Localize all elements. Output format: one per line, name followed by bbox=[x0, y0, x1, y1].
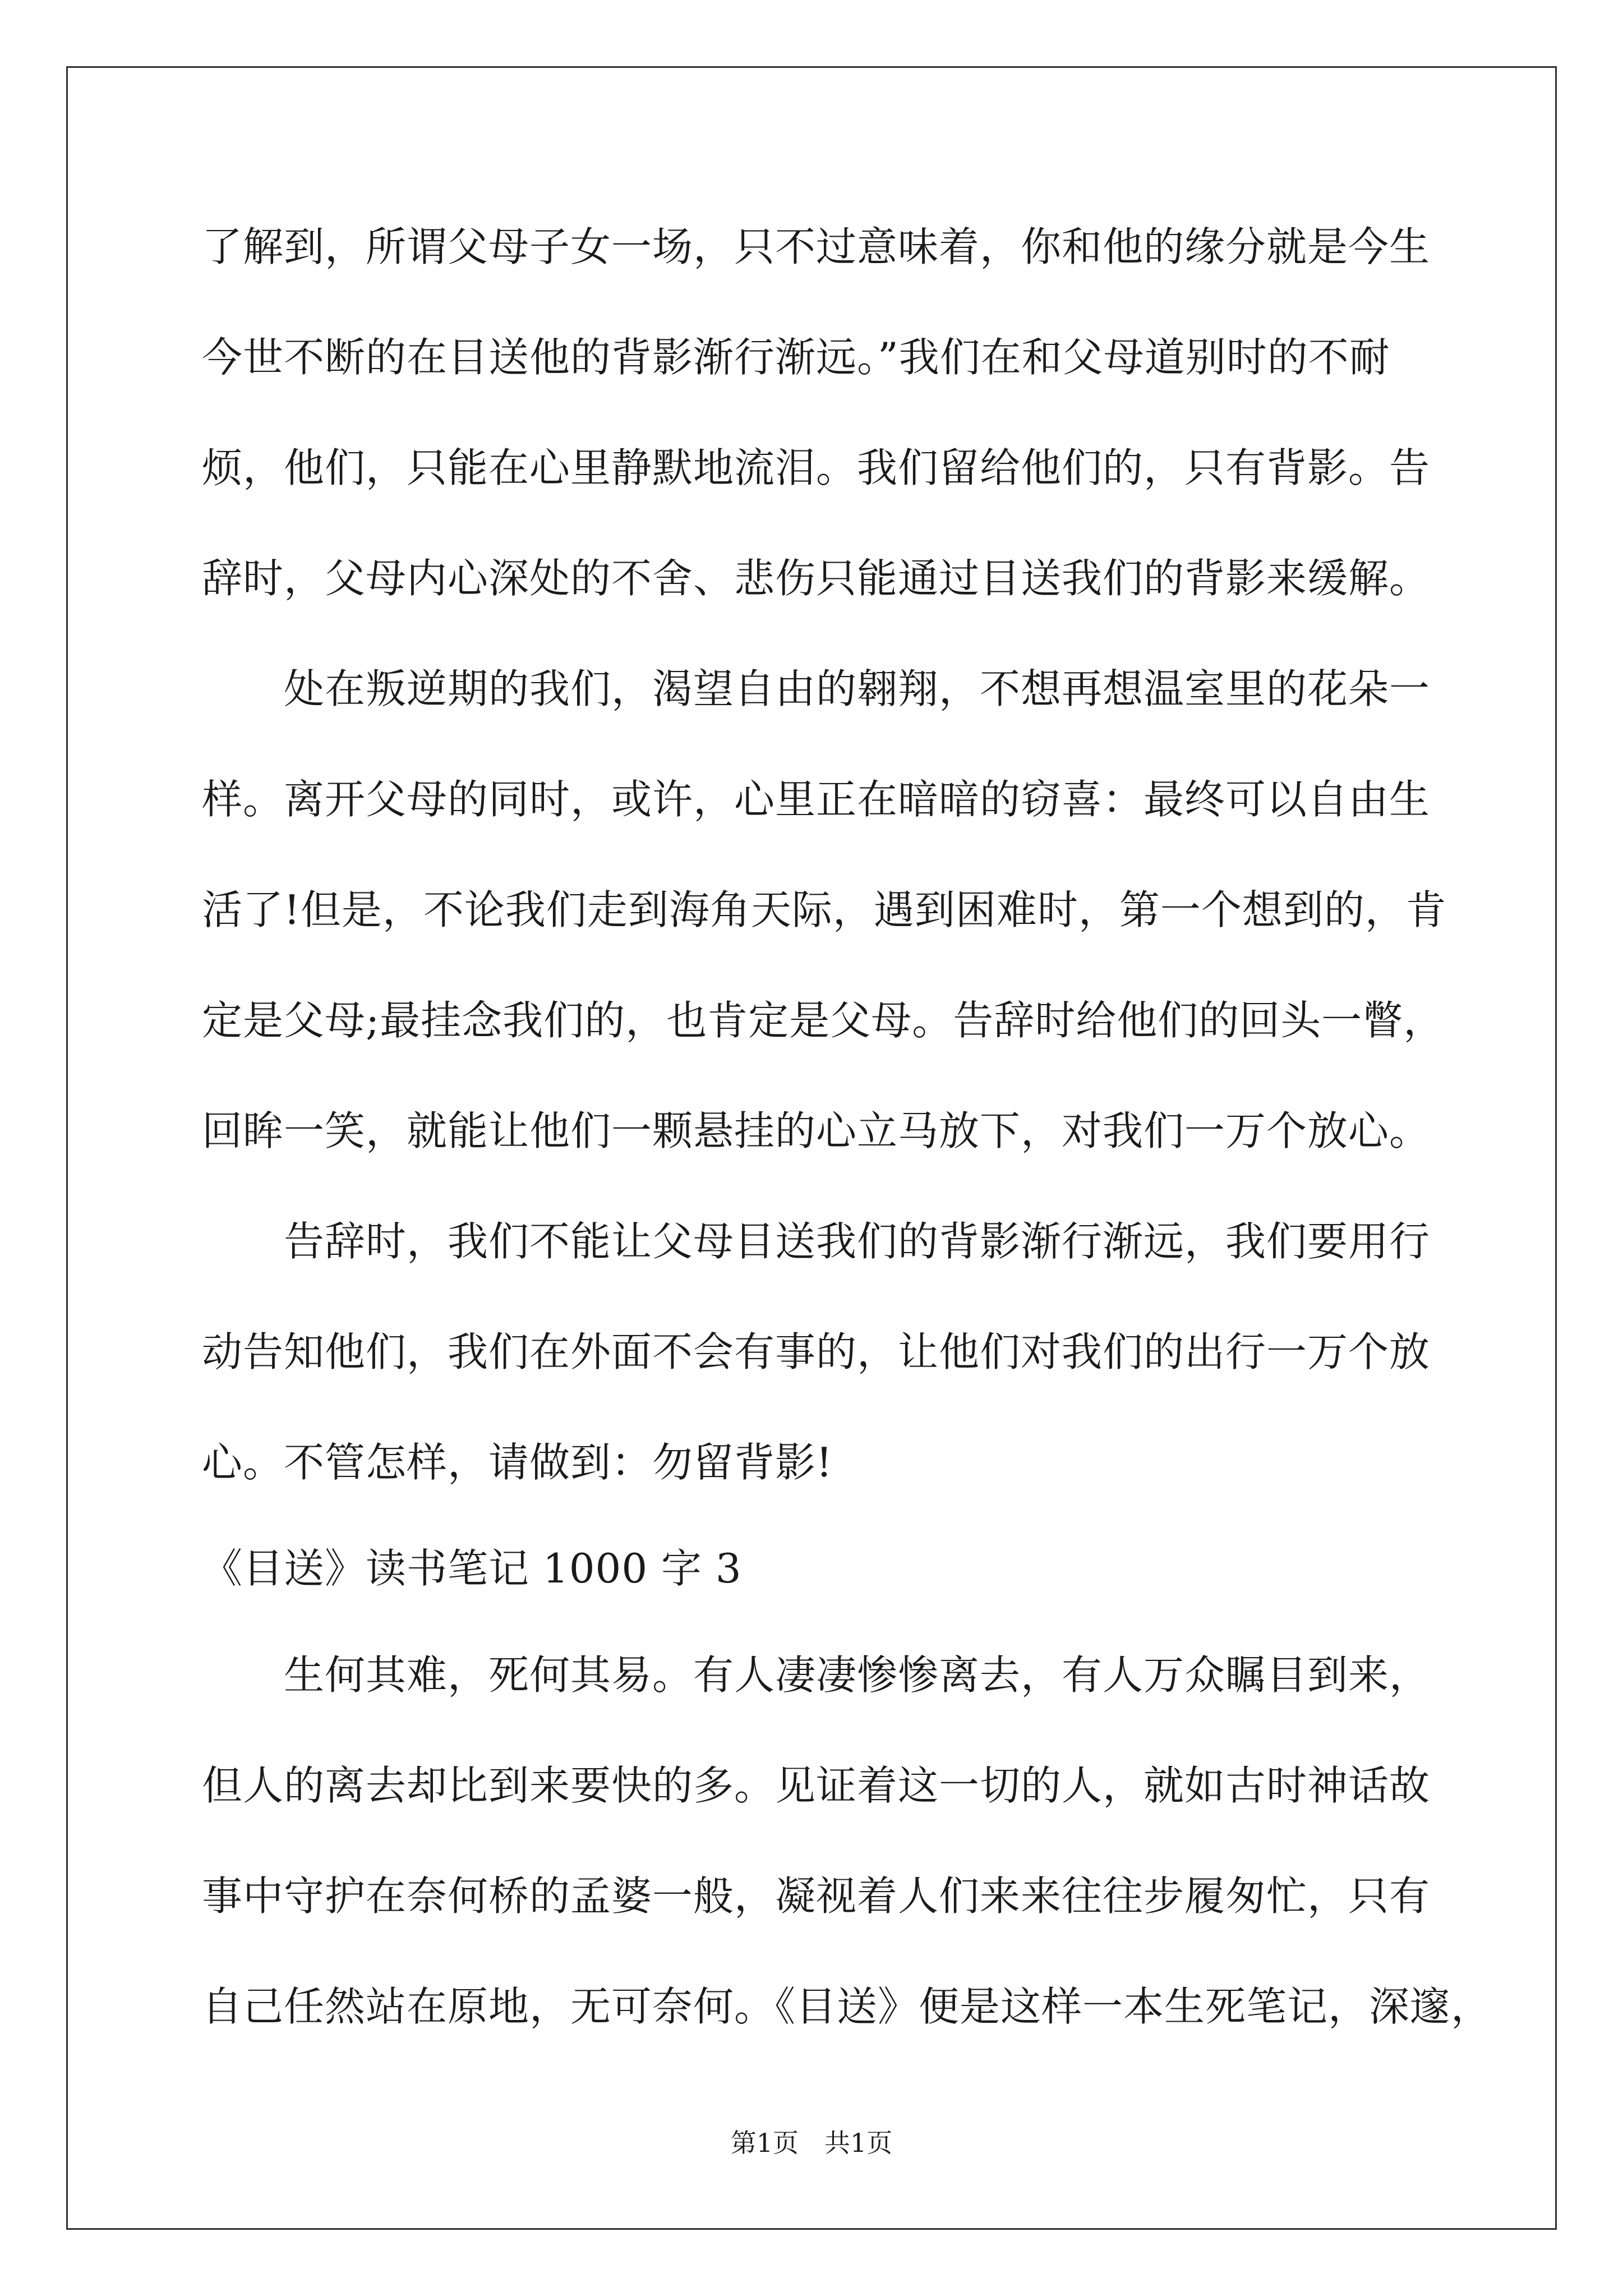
text-line: 活了!但是，不论我们走到海角天际，遇到困难时，第一个想到的，肯 bbox=[202, 886, 1447, 933]
text-line: 定是父母;最挂念我们的，也肯定是父母。告辞时给他们的回头一瞥， bbox=[202, 997, 1445, 1044]
text-line: 事中守护在奈何桥的孟婆一般，凝视着人们来来往往步履匆忙，只有 bbox=[202, 1872, 1431, 1920]
page-number-footer: 第1页 共1页 bbox=[730, 2128, 893, 2158]
text-line: 辞时，父母内心深处的不舍、悲伤只能通过目送我们的背影来缓解。 bbox=[202, 555, 1431, 602]
text-line: 自己任然站在原地，无可奈何。《目送》便是这样一本生死笔记，深邃， bbox=[202, 1983, 1492, 2030]
section-heading: 《目送》读书笔记 1000 字 3 bbox=[202, 1545, 742, 1592]
text-line: 但人的离去却比到来要快的多。见证着这一切的人，就如古时神话故 bbox=[202, 1762, 1431, 1809]
text-line: 心。不管怎样，请做到：勿留背影! bbox=[202, 1439, 833, 1486]
text-line: 烦，他们，只能在心里静默地流泪。我们留给他们的，只有背影。告 bbox=[202, 444, 1431, 491]
text-line: 处在叛逆期的我们，渴望自由的翱翔，不想再想温室里的花朵一 bbox=[202, 665, 1431, 712]
text-line: 动告知他们，我们在外面不会有事的，让他们对我们的出行一万个放 bbox=[202, 1328, 1431, 1375]
text-line: 今世不断的在目送他的背影渐行渐远。”我们在和父母道别时的不耐 bbox=[202, 334, 1390, 381]
text-line: 了解到，所谓父母子女一场，只不过意味着，你和他的缘分就是今生 bbox=[202, 223, 1431, 270]
text-line: 回眸一笑，就能让他们一颗悬挂的心立马放下，对我们一万个放心。 bbox=[202, 1107, 1431, 1154]
text-line: 样。离开父母的同时，或许，心里正在暗暗的窃喜：最终可以自由生 bbox=[202, 776, 1431, 823]
text-line: 生何其难，死何其易。有人凄凄惨惨离去，有人万众瞩目到来， bbox=[202, 1651, 1431, 1699]
text-line: 告辞时，我们不能让父母目送我们的背影渐行渐远，我们要用行 bbox=[202, 1218, 1431, 1265]
